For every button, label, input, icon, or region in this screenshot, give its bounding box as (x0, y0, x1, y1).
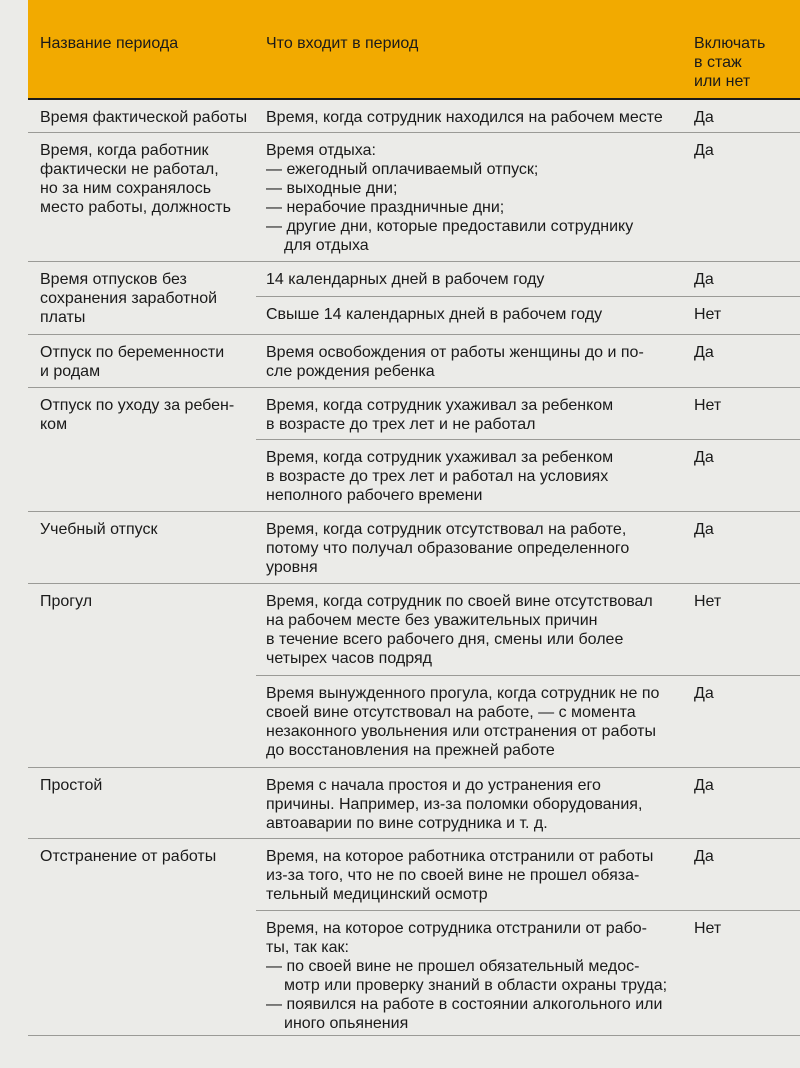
description-line: до восстановления на прежней работе (266, 742, 555, 759)
description-line: из-за того, что не по своей вине не прошел обяза- (266, 867, 640, 884)
table-sub-row (28, 512, 800, 583)
table-sub-row (28, 839, 800, 910)
description-line: Время, на которое работника отстранили от работы (266, 848, 654, 865)
table-row (28, 133, 800, 262)
table-sub-row (256, 439, 800, 511)
table-sub-row (28, 100, 800, 132)
period-description (266, 343, 686, 381)
description-line: незаконного увольнения или отстранения от работы (266, 723, 656, 740)
period-name-line: Учебный отпуск (40, 521, 158, 538)
description-line: Время вынужденного прогула, когда сотрудник не по (266, 685, 660, 702)
include-flag: Да (694, 344, 714, 361)
description-line: тельный медицинский осмотр (266, 886, 488, 903)
description-line: в возрасте до трех лет и работал на условиях (266, 468, 609, 485)
description-line: — появился на работе в состоянии алкогольного или (266, 996, 663, 1013)
description-line: Свыше 14 календарных дней в рабочем году (266, 306, 603, 323)
description-line: потому что получал образование определенного (266, 540, 630, 557)
include-flag: Нет (694, 306, 722, 323)
description-line: иного опьянения (284, 1015, 409, 1032)
period-name-line: Время отпусков без (40, 271, 187, 288)
period-name-line: фактически не работал, (40, 161, 219, 178)
period-name-line: платы (40, 309, 86, 326)
table-row (28, 262, 800, 335)
include-flag: Нет (694, 397, 722, 414)
header-line: или нет (694, 73, 751, 90)
description-line: — другие дни, которые предоставили сотруднику (266, 218, 634, 235)
table-sub-row (28, 388, 800, 439)
description-line: на рабочем месте без уважительных причин (266, 612, 598, 629)
include-flag: Да (694, 521, 714, 538)
description-line: автоаварии по вине сотрудника и т. д. (266, 815, 548, 832)
include-flag: Да (694, 685, 714, 702)
table-sub-row (28, 262, 800, 296)
description-line: для отдыха (284, 237, 369, 254)
include-flag: Да (694, 449, 714, 466)
period-name-line: Отпуск по уходу за ребен- (40, 397, 235, 414)
period-description (266, 776, 686, 833)
description-line: Время, когда сотрудник отсутствовал на работе, (266, 521, 627, 538)
period-description (266, 270, 686, 289)
header-period-name: Название периода (40, 35, 179, 52)
table-row (28, 388, 800, 512)
header-line: Включать (694, 35, 766, 52)
description-line: — по своей вине не прошел обязательный медос- (266, 958, 640, 975)
period-description (266, 520, 686, 577)
table-sub-row (28, 335, 800, 387)
period-name-line: Простой (40, 777, 103, 794)
table-sub-row (28, 768, 800, 838)
table-sub-row (256, 675, 800, 767)
period-name-line: Время фактической работы (40, 109, 248, 126)
table-row (28, 839, 800, 1036)
period-name-line: и родам (40, 363, 101, 380)
include-flag: Да (694, 109, 714, 126)
description-line: неполного рабочего времени (266, 487, 483, 504)
table-body (28, 100, 800, 1036)
include-flag: Нет (694, 920, 722, 937)
period-name-line: Отстранение от работы (40, 848, 217, 865)
description-line: Время с начала простоя и до устранения его (266, 777, 601, 794)
header-line: в стаж (694, 54, 742, 71)
description-line: сле рождения ребенка (266, 363, 435, 380)
period-name-line: сохранения заработной (40, 290, 218, 307)
description-line: Время, когда сотрудник ухаживал за ребенком (266, 449, 614, 466)
table-sub-row (256, 910, 800, 1035)
description-line: Время, на которое сотрудника отстранили от рабо- (266, 920, 647, 937)
table-row (28, 512, 800, 584)
description-line: уровня (266, 559, 318, 576)
table-sub-row (28, 584, 800, 675)
description-line: Время, когда сотрудник находился на рабочем месте (266, 109, 663, 126)
table-row (28, 584, 800, 768)
description-line: в течение всего рабочего дня, смены или более (266, 631, 624, 648)
include-flag: Да (694, 848, 714, 865)
description-line: Время, когда сотрудник ухаживал за ребенком (266, 397, 614, 414)
period-description (266, 141, 686, 255)
description-line: — выходные дни; (266, 180, 398, 197)
table-row (28, 335, 800, 388)
description-line: в возрасте до трех лет и не работал (266, 416, 536, 433)
description-line: причины. Например, из-за поломки оборудования, (266, 796, 643, 813)
table-sub-row (28, 133, 800, 261)
period-table (28, 0, 800, 1036)
table-sub-row (256, 296, 800, 334)
include-flag: Да (694, 271, 714, 288)
table-row (28, 100, 800, 133)
description-line: — нерабочие праздничные дни; (266, 199, 505, 216)
description-line: Время, когда сотрудник по своей вине отсутствовал (266, 593, 653, 610)
header-include-in-seniority (694, 34, 765, 91)
period-name-line: Время, когда работник (40, 142, 209, 159)
description-line: Время отдыха: (266, 142, 376, 159)
period-description (266, 448, 686, 505)
period-description (266, 592, 686, 668)
table-row (28, 768, 800, 839)
header-period-contents: Что входит в период (266, 35, 419, 52)
include-flag: Нет (694, 593, 722, 610)
include-flag: Да (694, 142, 714, 159)
description-line: четырех часов подряд (266, 650, 432, 667)
period-name-line: место работы, должность (40, 199, 231, 216)
description-line: 14 календарных дней в рабочем году (266, 271, 545, 288)
period-name-line: но за ним сохранялось (40, 180, 212, 197)
description-line: Время освобождения от работы женщины до и по- (266, 344, 644, 361)
table-header (28, 0, 800, 100)
period-name-line: Отпуск по беременности (40, 344, 225, 361)
period-description (266, 108, 686, 127)
description-line: — ежегодный оплачиваемый отпуск; (266, 161, 539, 178)
period-description (266, 684, 686, 760)
period-name-line: Прогул (40, 593, 93, 610)
description-line: мотр или проверку знаний в области охраны труда; (284, 977, 668, 994)
description-line: своей вине отсутствовал на работе, — с момента (266, 704, 636, 721)
period-name-line: ком (40, 416, 68, 433)
period-description (266, 305, 686, 324)
description-line: ты, так как: (266, 939, 349, 956)
include-flag: Да (694, 777, 714, 794)
period-description (266, 396, 686, 434)
period-description (266, 919, 686, 1033)
period-description (266, 847, 686, 904)
